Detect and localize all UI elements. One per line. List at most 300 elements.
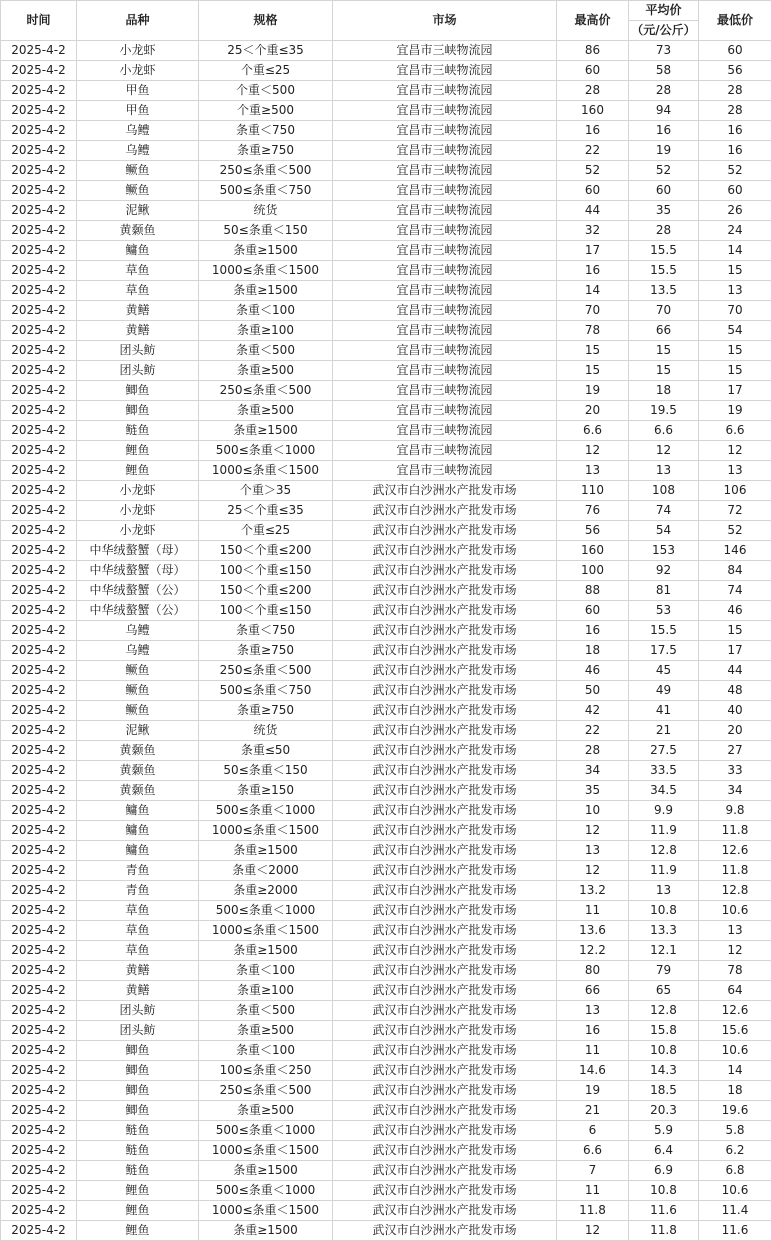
cell-time: 2025-4-2	[1, 581, 77, 601]
cell-spec: 500≤条重＜1000	[199, 1181, 333, 1201]
cell-avg-price: 15.5	[629, 241, 699, 261]
cell-time: 2025-4-2	[1, 201, 77, 221]
cell-min-price: 28	[699, 81, 771, 101]
cell-market: 武汉市白沙洲水产批发市场	[333, 921, 557, 941]
cell-market: 武汉市白沙洲水产批发市场	[333, 581, 557, 601]
table-row	[1, 421, 771, 441]
cell-variety: 鲢鱼	[77, 1161, 199, 1181]
table-row	[1, 861, 771, 881]
cell-market: 宜昌市三峡物流园	[333, 301, 557, 321]
cell-avg-price: 17.5	[629, 641, 699, 661]
cell-avg-price: 6.6	[629, 421, 699, 441]
cell-spec: 150＜个重≤200	[199, 581, 333, 601]
cell-min-price: 56	[699, 61, 771, 81]
table-row	[1, 1061, 771, 1081]
cell-market: 宜昌市三峡物流园	[333, 241, 557, 261]
cell-variety: 团头鲂	[77, 1021, 199, 1041]
cell-variety: 乌鳢	[77, 121, 199, 141]
cell-spec: 250≤条重＜500	[199, 1081, 333, 1101]
cell-market: 宜昌市三峡物流园	[333, 61, 557, 81]
table-row	[1, 581, 771, 601]
cell-max-price: 76	[557, 501, 629, 521]
cell-market: 武汉市白沙洲水产批发市场	[333, 901, 557, 921]
cell-variety: 黄颡鱼	[77, 761, 199, 781]
cell-variety: 鳜鱼	[77, 681, 199, 701]
cell-avg-price: 15.5	[629, 621, 699, 641]
cell-market: 宜昌市三峡物流园	[333, 201, 557, 221]
cell-time: 2025-4-2	[1, 1181, 77, 1201]
cell-min-price: 52	[699, 161, 771, 181]
table-row	[1, 41, 771, 61]
cell-min-price: 106	[699, 481, 771, 501]
cell-variety: 黄鳝	[77, 301, 199, 321]
cell-spec: 条重≥750	[199, 641, 333, 661]
cell-variety: 泥鳅	[77, 201, 199, 221]
cell-avg-price: 10.8	[629, 901, 699, 921]
cell-max-price: 11	[557, 1041, 629, 1061]
cell-variety: 甲鱼	[77, 101, 199, 121]
cell-avg-price: 19.5	[629, 401, 699, 421]
cell-time: 2025-4-2	[1, 301, 77, 321]
cell-min-price: 17	[699, 641, 771, 661]
cell-min-price: 26	[699, 201, 771, 221]
cell-spec: 个重≥500	[199, 101, 333, 121]
cell-min-price: 74	[699, 581, 771, 601]
cell-market: 宜昌市三峡物流园	[333, 441, 557, 461]
cell-avg-price: 20.3	[629, 1101, 699, 1121]
cell-time: 2025-4-2	[1, 901, 77, 921]
cell-max-price: 17	[557, 241, 629, 261]
cell-time: 2025-4-2	[1, 381, 77, 401]
cell-time: 2025-4-2	[1, 161, 77, 181]
cell-time: 2025-4-2	[1, 61, 77, 81]
cell-avg-price: 12.1	[629, 941, 699, 961]
cell-time: 2025-4-2	[1, 441, 77, 461]
header-time: 时间	[1, 1, 77, 41]
cell-max-price: 86	[557, 41, 629, 61]
cell-max-price: 11	[557, 1181, 629, 1201]
cell-max-price: 60	[557, 61, 629, 81]
cell-market: 武汉市白沙洲水产批发市场	[333, 481, 557, 501]
cell-time: 2025-4-2	[1, 1201, 77, 1221]
cell-spec: 1000≤条重＜1500	[199, 261, 333, 281]
cell-max-price: 19	[557, 1081, 629, 1101]
cell-spec: 个重＞35	[199, 481, 333, 501]
table-row	[1, 1081, 771, 1101]
cell-market: 宜昌市三峡物流园	[333, 361, 557, 381]
cell-spec: 条重≤50	[199, 741, 333, 761]
cell-variety: 中华绒螯蟹（公）	[77, 581, 199, 601]
cell-market: 武汉市白沙洲水产批发市场	[333, 621, 557, 641]
cell-max-price: 28	[557, 741, 629, 761]
cell-min-price: 10.6	[699, 901, 771, 921]
table-row	[1, 821, 771, 841]
cell-avg-price: 18.5	[629, 1081, 699, 1101]
table-body	[1, 41, 771, 1241]
cell-spec: 50≤条重＜150	[199, 221, 333, 241]
cell-time: 2025-4-2	[1, 661, 77, 681]
cell-spec: 500≤条重＜750	[199, 181, 333, 201]
cell-avg-price: 58	[629, 61, 699, 81]
cell-variety: 小龙虾	[77, 61, 199, 81]
table-row	[1, 781, 771, 801]
cell-time: 2025-4-2	[1, 1041, 77, 1061]
cell-max-price: 12	[557, 1221, 629, 1241]
header-max-price: 最高价	[557, 1, 629, 41]
cell-time: 2025-4-2	[1, 1021, 77, 1041]
cell-spec: 1000≤条重＜1500	[199, 821, 333, 841]
cell-min-price: 15	[699, 621, 771, 641]
cell-max-price: 13	[557, 1001, 629, 1021]
cell-min-price: 14	[699, 1061, 771, 1081]
cell-market: 宜昌市三峡物流园	[333, 181, 557, 201]
cell-market: 武汉市白沙洲水产批发市场	[333, 1061, 557, 1081]
cell-min-price: 146	[699, 541, 771, 561]
table-row	[1, 121, 771, 141]
cell-market: 武汉市白沙洲水产批发市场	[333, 561, 557, 581]
cell-variety: 鲤鱼	[77, 461, 199, 481]
cell-min-price: 20	[699, 721, 771, 741]
cell-variety: 团头鲂	[77, 361, 199, 381]
table-row	[1, 1201, 771, 1221]
cell-market: 武汉市白沙洲水产批发市场	[333, 881, 557, 901]
cell-spec: 条重≥100	[199, 321, 333, 341]
cell-avg-price: 60	[629, 181, 699, 201]
cell-time: 2025-4-2	[1, 1081, 77, 1101]
cell-min-price: 33	[699, 761, 771, 781]
cell-avg-price: 13	[629, 461, 699, 481]
cell-max-price: 15	[557, 361, 629, 381]
cell-min-price: 5.8	[699, 1121, 771, 1141]
cell-avg-price: 12.8	[629, 841, 699, 861]
cell-max-price: 13	[557, 841, 629, 861]
cell-time: 2025-4-2	[1, 621, 77, 641]
cell-time: 2025-4-2	[1, 521, 77, 541]
table-row	[1, 521, 771, 541]
cell-min-price: 27	[699, 741, 771, 761]
cell-time: 2025-4-2	[1, 1101, 77, 1121]
cell-max-price: 16	[557, 1021, 629, 1041]
cell-market: 宜昌市三峡物流园	[333, 281, 557, 301]
cell-spec: 100≤条重＜250	[199, 1061, 333, 1081]
cell-variety: 黄颡鱼	[77, 741, 199, 761]
cell-min-price: 24	[699, 221, 771, 241]
cell-spec: 条重≥500	[199, 401, 333, 421]
table-row	[1, 1221, 771, 1241]
cell-min-price: 12.6	[699, 1001, 771, 1021]
cell-time: 2025-4-2	[1, 241, 77, 261]
cell-market: 武汉市白沙洲水产批发市场	[333, 1201, 557, 1221]
cell-variety: 小龙虾	[77, 481, 199, 501]
table-row	[1, 541, 771, 561]
cell-market: 宜昌市三峡物流园	[333, 161, 557, 181]
cell-variety: 中华绒螯蟹（母）	[77, 541, 199, 561]
cell-time: 2025-4-2	[1, 1141, 77, 1161]
cell-time: 2025-4-2	[1, 341, 77, 361]
table-row	[1, 141, 771, 161]
cell-spec: 50≤条重＜150	[199, 761, 333, 781]
cell-min-price: 78	[699, 961, 771, 981]
cell-market: 武汉市白沙洲水产批发市场	[333, 861, 557, 881]
cell-time: 2025-4-2	[1, 321, 77, 341]
cell-time: 2025-4-2	[1, 1221, 77, 1241]
cell-avg-price: 54	[629, 521, 699, 541]
cell-avg-price: 70	[629, 301, 699, 321]
cell-max-price: 11	[557, 901, 629, 921]
cell-market: 武汉市白沙洲水产批发市场	[333, 1141, 557, 1161]
cell-min-price: 60	[699, 181, 771, 201]
cell-time: 2025-4-2	[1, 721, 77, 741]
cell-avg-price: 65	[629, 981, 699, 1001]
table-row	[1, 61, 771, 81]
cell-max-price: 13.2	[557, 881, 629, 901]
cell-max-price: 18	[557, 641, 629, 661]
cell-variety: 小龙虾	[77, 521, 199, 541]
table-row	[1, 761, 771, 781]
cell-spec: 个重≤25	[199, 61, 333, 81]
cell-spec: 条重≥750	[199, 141, 333, 161]
header-market: 市场	[333, 1, 557, 41]
table-row	[1, 301, 771, 321]
table-row	[1, 361, 771, 381]
cell-time: 2025-4-2	[1, 81, 77, 101]
cell-max-price: 22	[557, 141, 629, 161]
table-row	[1, 1161, 771, 1181]
cell-market: 武汉市白沙洲水产批发市场	[333, 681, 557, 701]
cell-min-price: 13	[699, 281, 771, 301]
cell-variety: 鲫鱼	[77, 401, 199, 421]
cell-spec: 150＜个重≤200	[199, 541, 333, 561]
cell-min-price: 44	[699, 661, 771, 681]
cell-min-price: 52	[699, 521, 771, 541]
cell-avg-price: 45	[629, 661, 699, 681]
cell-max-price: 44	[557, 201, 629, 221]
cell-max-price: 34	[557, 761, 629, 781]
cell-variety: 鲤鱼	[77, 1201, 199, 1221]
cell-time: 2025-4-2	[1, 801, 77, 821]
cell-variety: 黄颡鱼	[77, 221, 199, 241]
cell-spec: 条重≥2000	[199, 881, 333, 901]
cell-avg-price: 9.9	[629, 801, 699, 821]
cell-spec: 条重＜750	[199, 121, 333, 141]
cell-variety: 乌鳢	[77, 621, 199, 641]
cell-spec: 条重＜100	[199, 961, 333, 981]
table-row	[1, 941, 771, 961]
table-row	[1, 621, 771, 641]
table-row	[1, 901, 771, 921]
cell-spec: 条重≥500	[199, 1101, 333, 1121]
table-row	[1, 441, 771, 461]
cell-spec: 条重≥1500	[199, 1161, 333, 1181]
cell-time: 2025-4-2	[1, 221, 77, 241]
cell-max-price: 6.6	[557, 1141, 629, 1161]
cell-min-price: 60	[699, 41, 771, 61]
cell-market: 宜昌市三峡物流园	[333, 421, 557, 441]
cell-max-price: 78	[557, 321, 629, 341]
table-row	[1, 921, 771, 941]
table-row	[1, 241, 771, 261]
cell-time: 2025-4-2	[1, 401, 77, 421]
cell-min-price: 10.6	[699, 1041, 771, 1061]
cell-max-price: 100	[557, 561, 629, 581]
cell-avg-price: 15.8	[629, 1021, 699, 1041]
cell-time: 2025-4-2	[1, 701, 77, 721]
cell-min-price: 54	[699, 321, 771, 341]
table-row	[1, 601, 771, 621]
cell-variety: 鲢鱼	[77, 1141, 199, 1161]
cell-avg-price: 81	[629, 581, 699, 601]
cell-spec: 250≤条重＜500	[199, 381, 333, 401]
cell-variety: 乌鳢	[77, 641, 199, 661]
header-unit: （元/公斤）	[629, 21, 699, 41]
cell-variety: 鳙鱼	[77, 841, 199, 861]
cell-time: 2025-4-2	[1, 741, 77, 761]
cell-max-price: 70	[557, 301, 629, 321]
cell-variety: 乌鳢	[77, 141, 199, 161]
cell-max-price: 56	[557, 521, 629, 541]
cell-max-price: 12.2	[557, 941, 629, 961]
cell-variety: 鳜鱼	[77, 161, 199, 181]
table-row	[1, 561, 771, 581]
cell-time: 2025-4-2	[1, 821, 77, 841]
cell-min-price: 84	[699, 561, 771, 581]
cell-max-price: 28	[557, 81, 629, 101]
table-row	[1, 801, 771, 821]
cell-variety: 鲤鱼	[77, 1181, 199, 1201]
table-row	[1, 741, 771, 761]
cell-time: 2025-4-2	[1, 41, 77, 61]
cell-min-price: 28	[699, 101, 771, 121]
cell-market: 武汉市白沙洲水产批发市场	[333, 701, 557, 721]
header-variety: 品种	[77, 1, 199, 41]
cell-time: 2025-4-2	[1, 421, 77, 441]
table-row	[1, 281, 771, 301]
table-row	[1, 721, 771, 741]
cell-avg-price: 73	[629, 41, 699, 61]
cell-time: 2025-4-2	[1, 281, 77, 301]
cell-max-price: 12	[557, 821, 629, 841]
cell-spec: 25＜个重≤35	[199, 501, 333, 521]
cell-spec: 统货	[199, 201, 333, 221]
cell-market: 武汉市白沙洲水产批发市场	[333, 1001, 557, 1021]
cell-market: 武汉市白沙洲水产批发市场	[333, 601, 557, 621]
cell-avg-price: 19	[629, 141, 699, 161]
cell-market: 武汉市白沙洲水产批发市场	[333, 941, 557, 961]
cell-time: 2025-4-2	[1, 1161, 77, 1181]
cell-market: 宜昌市三峡物流园	[333, 121, 557, 141]
table-row	[1, 321, 771, 341]
cell-max-price: 16	[557, 621, 629, 641]
cell-max-price: 16	[557, 121, 629, 141]
cell-min-price: 11.8	[699, 821, 771, 841]
cell-time: 2025-4-2	[1, 641, 77, 661]
cell-min-price: 17	[699, 381, 771, 401]
table-row	[1, 81, 771, 101]
cell-time: 2025-4-2	[1, 261, 77, 281]
table-row	[1, 201, 771, 221]
table-row	[1, 981, 771, 1001]
cell-market: 武汉市白沙洲水产批发市场	[333, 641, 557, 661]
cell-min-price: 15.6	[699, 1021, 771, 1041]
cell-avg-price: 153	[629, 541, 699, 561]
cell-avg-price: 11.9	[629, 821, 699, 841]
table-row	[1, 1181, 771, 1201]
cell-time: 2025-4-2	[1, 981, 77, 1001]
table-row	[1, 841, 771, 861]
cell-avg-price: 18	[629, 381, 699, 401]
cell-avg-price: 5.9	[629, 1121, 699, 1141]
header-avg-price: 平均价	[629, 1, 699, 21]
cell-market: 武汉市白沙洲水产批发市场	[333, 521, 557, 541]
cell-market: 武汉市白沙洲水产批发市场	[333, 1181, 557, 1201]
cell-max-price: 19	[557, 381, 629, 401]
cell-spec: 条重≥1500	[199, 841, 333, 861]
cell-time: 2025-4-2	[1, 941, 77, 961]
cell-market: 武汉市白沙洲水产批发市场	[333, 1161, 557, 1181]
cell-avg-price: 27.5	[629, 741, 699, 761]
cell-spec: 条重≥100	[199, 981, 333, 1001]
cell-variety: 黄颡鱼	[77, 781, 199, 801]
cell-market: 武汉市白沙洲水产批发市场	[333, 741, 557, 761]
table-row	[1, 381, 771, 401]
table-row	[1, 1041, 771, 1061]
cell-max-price: 160	[557, 101, 629, 121]
cell-spec: 1000≤条重＜1500	[199, 921, 333, 941]
cell-max-price: 11.8	[557, 1201, 629, 1221]
cell-variety: 黄鳝	[77, 981, 199, 1001]
cell-spec: 条重＜750	[199, 621, 333, 641]
cell-variety: 团头鲂	[77, 1001, 199, 1021]
cell-market: 武汉市白沙洲水产批发市场	[333, 1041, 557, 1061]
cell-max-price: 88	[557, 581, 629, 601]
cell-variety: 鳜鱼	[77, 661, 199, 681]
cell-min-price: 6.6	[699, 421, 771, 441]
cell-max-price: 160	[557, 541, 629, 561]
cell-avg-price: 92	[629, 561, 699, 581]
cell-spec: 500≤条重＜1000	[199, 1121, 333, 1141]
cell-min-price: 15	[699, 341, 771, 361]
cell-avg-price: 52	[629, 161, 699, 181]
cell-max-price: 66	[557, 981, 629, 1001]
table-row	[1, 1001, 771, 1021]
cell-min-price: 11.6	[699, 1221, 771, 1241]
cell-market: 宜昌市三峡物流园	[333, 41, 557, 61]
cell-max-price: 80	[557, 961, 629, 981]
cell-avg-price: 16	[629, 121, 699, 141]
table-row	[1, 101, 771, 121]
cell-avg-price: 41	[629, 701, 699, 721]
table-row	[1, 1141, 771, 1161]
cell-time: 2025-4-2	[1, 961, 77, 981]
cell-spec: 条重≥1500	[199, 941, 333, 961]
cell-market: 宜昌市三峡物流园	[333, 341, 557, 361]
cell-variety: 鲤鱼	[77, 1221, 199, 1241]
cell-variety: 泥鳅	[77, 721, 199, 741]
cell-min-price: 70	[699, 301, 771, 321]
cell-time: 2025-4-2	[1, 181, 77, 201]
cell-min-price: 13	[699, 921, 771, 941]
cell-variety: 鳜鱼	[77, 181, 199, 201]
cell-market: 武汉市白沙洲水产批发市场	[333, 501, 557, 521]
cell-avg-price: 15	[629, 361, 699, 381]
cell-spec: 条重≥500	[199, 1021, 333, 1041]
cell-time: 2025-4-2	[1, 1061, 77, 1081]
header-spec: 规格	[199, 1, 333, 41]
cell-variety: 中华绒螯蟹（母）	[77, 561, 199, 581]
cell-market: 武汉市白沙洲水产批发市场	[333, 801, 557, 821]
cell-market: 武汉市白沙洲水产批发市场	[333, 661, 557, 681]
cell-variety: 鳙鱼	[77, 241, 199, 261]
